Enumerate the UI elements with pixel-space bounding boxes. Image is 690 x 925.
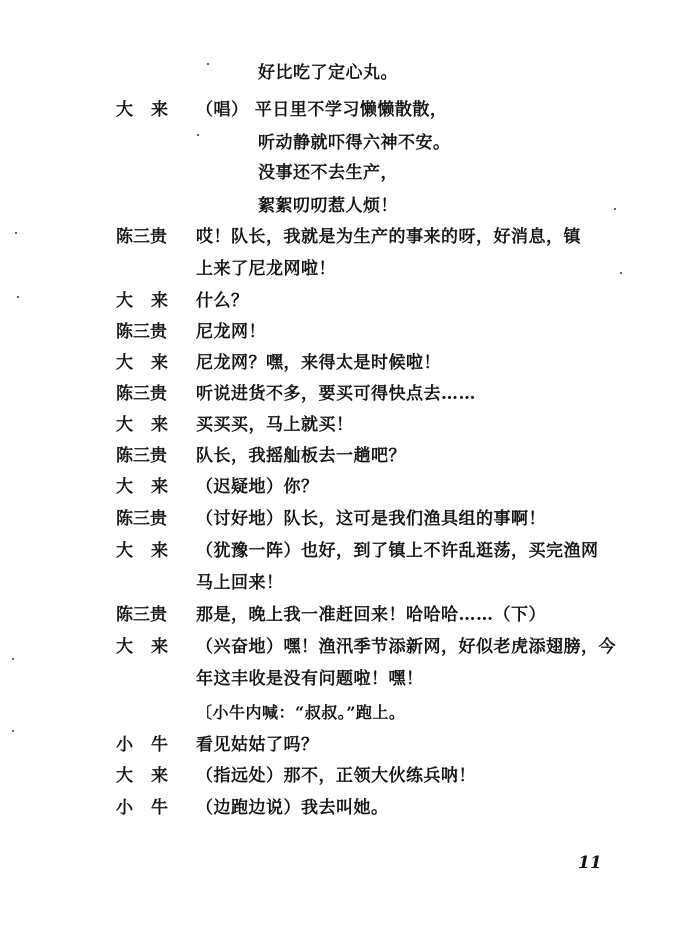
speaker-16: 大来 bbox=[116, 541, 186, 561]
line-19-text: （兴奋地）嘿！渔汛季节添新网，好似老虎添翅膀，今 bbox=[196, 637, 616, 657]
scan-speck bbox=[15, 232, 17, 234]
speaker-11: 陈三贵 bbox=[116, 384, 167, 404]
speaker-13: 陈三贵 bbox=[116, 446, 167, 466]
speaker-14: 大来 bbox=[116, 477, 186, 497]
line-22-text: 看见姑姑了吗？ bbox=[196, 735, 319, 755]
line-24-text: （边跑边说）我去叫她。 bbox=[196, 798, 389, 818]
line-9-text: 尼龙网！ bbox=[196, 322, 266, 342]
line-7-text: 上来了尼龙网啦！ bbox=[196, 259, 336, 279]
line-20-text: 年这丰收是没有问题啦！嘿！ bbox=[196, 669, 424, 689]
line-17-text: 马上回来！ bbox=[196, 573, 284, 593]
speaker-10: 大来 bbox=[116, 353, 186, 373]
speaker-9: 陈三贵 bbox=[116, 322, 167, 342]
line-15-text: （讨好地）队长，这可是我们渔具组的事啊！ bbox=[196, 509, 546, 529]
line-10-text: 尼龙网？嘿，来得太是时候啦！ bbox=[196, 353, 441, 373]
line-13-text: 队长，我摇舢板去一趟吧？ bbox=[196, 446, 406, 466]
line-5-text: 絮絮叨叨惹人烦！ bbox=[258, 196, 398, 216]
speaker-18: 陈三贵 bbox=[116, 605, 167, 625]
speaker-23: 大来 bbox=[116, 766, 186, 786]
scan-speck bbox=[197, 134, 199, 136]
line-12-text: 买买买，马上就买！ bbox=[196, 415, 354, 435]
line-1-text: 好比吃了定心丸。 bbox=[258, 63, 398, 83]
speaker-12: 大来 bbox=[116, 415, 186, 435]
scan-speck bbox=[207, 63, 209, 65]
line-11-text: 听说进货不多，要买可得快点去…… bbox=[196, 384, 476, 404]
speaker-8: 大来 bbox=[116, 291, 186, 311]
scan-speck bbox=[614, 208, 616, 210]
line-18-text: 那是，晚上我一准赶回来！哈哈哈……（下） bbox=[196, 605, 546, 625]
line-2-text: （唱） 平日里不学习懒懒散散， bbox=[196, 100, 448, 120]
stage-direction: 〔小牛内喊：“叔叔。”跑上。 bbox=[196, 703, 406, 722]
line-16-text: （犹豫一阵）也好，到了镇上不许乱逛荡，买完渔网 bbox=[196, 541, 599, 561]
scan-speck bbox=[12, 658, 14, 660]
line-23-text: （指远处）那不，正领大伙练兵呐！ bbox=[196, 766, 476, 786]
line-3-text: 听动静就吓得六神不安。 bbox=[258, 133, 451, 153]
line-14-text: （迟疑地）你？ bbox=[196, 477, 319, 497]
speaker-2: 大来 bbox=[116, 100, 186, 120]
speaker-19: 大来 bbox=[116, 637, 186, 657]
page-number: 11 bbox=[578, 853, 602, 873]
line-4-text: 没事还不去生产， bbox=[258, 163, 398, 183]
line-6-text: 哎！队长，我就是为生产的事来的呀，好消息，镇 bbox=[196, 227, 581, 247]
scan-speck bbox=[620, 272, 622, 274]
speaker-24: 小牛 bbox=[116, 798, 186, 818]
speaker-22: 小牛 bbox=[116, 735, 186, 755]
scan-speck bbox=[12, 730, 14, 732]
scan-speck bbox=[17, 296, 19, 298]
speaker-15: 陈三贵 bbox=[116, 509, 167, 529]
speaker-6: 陈三贵 bbox=[116, 227, 167, 247]
line-8-text: 什么？ bbox=[196, 291, 249, 311]
